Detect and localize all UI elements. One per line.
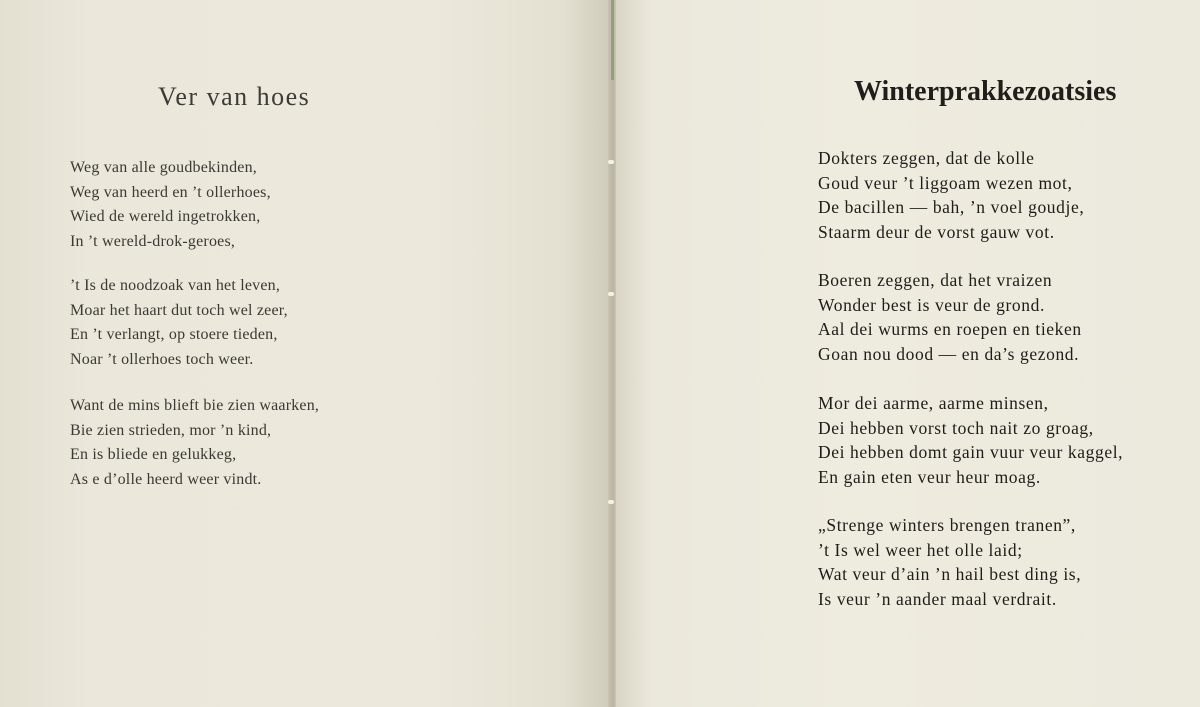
binding-stitch xyxy=(608,160,614,164)
poem-line: Staarm deur de vorst gauw vot. xyxy=(818,221,1055,242)
right-stanza-4 xyxy=(818,513,1081,611)
left-stanza-2 xyxy=(70,274,288,372)
right-page xyxy=(616,0,1200,707)
poem-line: En is bliede en gelukkeg, xyxy=(70,446,237,463)
show-through-text xyxy=(500,160,504,178)
right-stanza-3 xyxy=(818,391,1123,489)
poem-line: Wonder best is veur de grond. xyxy=(818,294,1045,315)
left-poem-title: Ver van hoes xyxy=(158,82,311,111)
poem-line: ’t Is de noodzoak van het leven, xyxy=(70,277,281,294)
poem-line: Wat veur d’ain ’n hail best ding is, xyxy=(818,564,1082,584)
poem-line: Dei hebben domt gain vuur veur kaggel, xyxy=(818,442,1124,462)
poem-line: As e d’olle heerd weer vindt. xyxy=(70,470,262,488)
poem-line: Weg van alle goudbekinden, xyxy=(70,159,257,176)
poem-line: Aal dei wurms en roepen en tieken xyxy=(818,319,1082,339)
poem-line: Want de mins blieft bie zien waarken, xyxy=(70,397,320,414)
poem-line: „Strenge winters brengen tranen”, xyxy=(818,515,1076,535)
poem-line: Goan nou dood — en da’s gezond. xyxy=(818,343,1080,364)
poem-line: Wied de wereld ingetrokken, xyxy=(70,208,261,225)
poem-line: En ’t verlangt, op stoere tieden, xyxy=(70,326,278,343)
poem-line: De bacillen — bah, ’n voel goudje, xyxy=(818,197,1085,217)
poem-line: Goud veur ’t liggoam wezen mot, xyxy=(818,172,1073,193)
binding-stitch xyxy=(608,292,614,296)
poem-line: Boeren zeggen, dat het vraizen xyxy=(818,270,1053,290)
poem-line: Weg van heerd en ’t ollerhoes, xyxy=(70,183,271,201)
left-stanza-1 xyxy=(70,156,271,254)
right-stanza-1 xyxy=(818,146,1084,244)
left-stanza-3 xyxy=(70,394,319,492)
poem-line: Noar ’t ollerhoes toch weer. xyxy=(70,350,254,368)
right-stanza-2 xyxy=(818,268,1082,366)
binding-stitch xyxy=(608,500,614,504)
poem-line: In ’t wereld-drok-geroes, xyxy=(70,232,236,250)
poem-line: Mor dei aarme, aarme minsen, xyxy=(818,393,1049,413)
poem-line: ’t Is wel weer het olle laid; xyxy=(818,539,1023,560)
poem-line: Dokters zeggen, dat de kolle xyxy=(818,148,1035,168)
right-poem-title: Winterprakkezoatsies xyxy=(854,76,1117,107)
poem-line: Moar het haart dut toch wel zeer, xyxy=(70,301,288,319)
poem-line: Dei hebben vorst toch nait zo groag, xyxy=(818,417,1094,438)
poem-line: Bie zien strieden, mor ’n kind, xyxy=(70,421,272,439)
poem-line: Is veur ’n aander maal verdrait. xyxy=(818,588,1057,609)
cover-edge xyxy=(611,0,614,80)
poem-line: En gain eten veur heur moag. xyxy=(818,466,1041,487)
